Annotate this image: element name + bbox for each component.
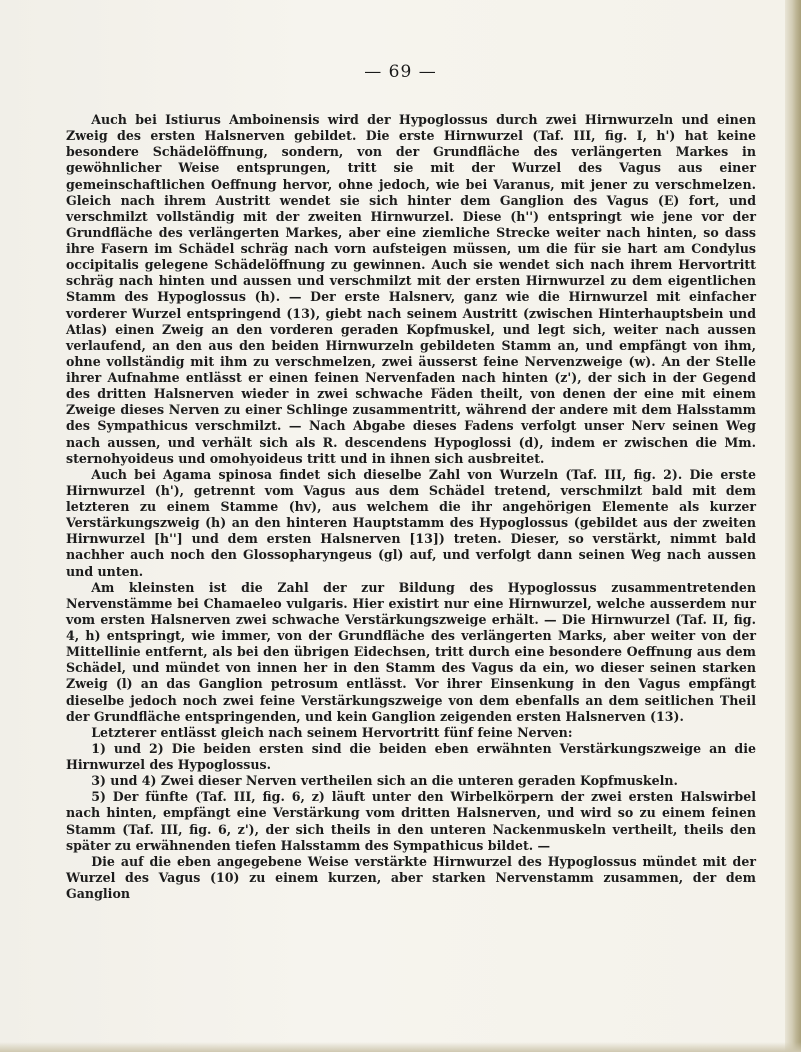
list-item-1-2: 1) und 2) Die beiden ersten sind die beiden eben erwähnten Verstärkungszweige an die Hirnwurzel des Hypoglossus. — [66, 740, 756, 772]
paragraph-agama: Auch bei Agama spinosa findet sich dieselbe Zahl von Wurzeln (Taf. III, fig. 2). Die erste Hirnwurzel (h'), getrennt vom Vagus aus dem Schädel tretend, verschmilzt bald mit dem letzteren zu einem Stamme (hv), aus welchem die ihr angehörigen Elemente als kurzer Verstärkungszweig (h) an den hinteren Hauptstamm des Hypoglossus (gebildet aus der zweiten Hirnwurzel [h''] und dem ersten Halsnerven [13]) treten. Dieser, so verstärkt, nimmt bald nachher auch noch den Glossopharyngeus (gl) auf, und verfolgt dann seinen Weg nach aussen und unten. — [66, 466, 756, 579]
page-number: — 69 — — [364, 62, 437, 82]
body-text — [66, 112, 756, 902]
list-item-5: 5) Der fünfte (Taf. III, fig. 6, z) läuft unter den Wirbelkörpern der zwei ersten Halswirbel nach hinten, empfängt eine Verstärkung vom dritten Halsnerven, und wird so zu einem feinen Stamm (Taf. III, fig. 6, z'), der sich theils in den unteren Nackenmuskeln vertheilt, theils den später zu erwähnenden tiefen Halsstamm des Sympathicus bildet. — — [66, 789, 756, 853]
paragraph-five-nerves: Letzterer entlässt gleich nach seinem Hervortritt fünf feine Nerven: — [91, 724, 573, 740]
paragraph-chamaeleo: Am kleinsten ist die Zahl der zur Bildung des Hypoglossus zusammentretenden Nervenstämme bei Chamaeleo vulgaris. Hier existirt nur eine Hirnwurzel, welche ausserdem nur vom ersten Halsnerven zwei schwache Verstärkungszweige erhält. — Die Hirnwurzel (Taf. II, fig. 4, h) entspringt, wie immer, von der Grundfläche des verlängerten Marks, aber weiter von der Mittellinie entfernt, als bei den übrigen Eidechsen, tritt durch eine besondere Oeffnung aus dem Schädel, und mündet von innen her in den Stamm des Vagus da ein, wo dieser seinen starken Zweig (l) an das Ganglion petrosum entlässt. Vor ihrer Einsenkung in den Vagus empfängt dieselbe jedoch noch zwei feine Verstärkungszweige von dem ebenfalls an dem seitlichen Theil der Grundfläche entspringenden, und kein Ganglion zeigenden ersten Halsnerven (13). — [66, 579, 756, 724]
list-item-3-4: 3) und 4) Zwei dieser Nerven vertheilen sich an die unteren geraden Kopfmuskeln. — [91, 773, 678, 789]
paragraph-istiurus: Auch bei Istiurus Amboinensis wird der Hypoglossus durch zwei Hirnwurzeln und einen Zweig des ersten Halsnerven gebildet. Die erste Hirnwurzel (Taf. III, fig. I, h') hat keine besondere Schädelöffnung, sondern, von der Grundfläche des verlängerten Markes in gewöhnlicher Weise entsprungen, tritt sie mit der Wurzel des Vagus aus einer gemeinschaftlichen Oeffnung hervor, ohne jedoch, wie bei Varanus, mit jener zu verschmelzen. Gleich nach ihrem Austritt wendet sie sich hinter dem Ganglion des Vagus (E) fort, und verschmilzt vollständig mit der zweiten Hirnwurzel. Diese (h'') entspringt wie jene vor der Grundfläche des verlängerten Markes, aber eine ziemliche Strecke weiter nach hinten, so dass ihre Fasern im Schädel schräg nach vorn aufsteigen müssen, um die für sie hart am Condylus occipitalis gelegene Schädelöffnung zu gewinnen. Auch sie wendet sich nach ihrem Hervortritt schräg nach hinten und aussen und verschmilzt mit der ersten Hirnwurzel zu dem eigentlichen Stamm des Hypoglossus (h). — Der erste Halsnerv, ganz wie die Hirnwurzel mit einfacher vorderer Wurzel entspringend (13), giebt nach seinem Austritt (zwischen Hinterhauptsbein und Atlas) einen Zweig an den vorderen geraden Kopfmuskel, und legt sich, weiter nach aussen verlaufend, an den aus den beiden Hirnwurzeln gebildeten Stamm an, und empfängt von ihm, ohne vollständig mit ihm zu verschmelzen, zwei äusserst feine Nervenzweige (w). An der Stelle ihrer Aufnahme entlässt er einen feinen Nervenfaden nach hinten (z'), der sich in der Gegend des dritten Halsnerven wieder in zwei schwache Fäden theilt, von denen der eine mit einem Zweige dieses Nerven zu einer Schlinge zusammentritt, während der andere mit dem Halsstamm des Sympathicus verschmilzt. — Nach Abgabe dieses Fadens verfolgt unser Nerv seinen Weg nach aussen, und verhält sich als R. descendens Hypoglossi (d), indem er zwischen die Mm. sternohyoideus und omohyoideus tritt und in ihnen sich ausbreitet. — [66, 112, 756, 466]
page-edge — [785, 0, 801, 1052]
paragraph-final: Die auf die eben angegebene Weise verstärkte Hirnwurzel des Hypoglossus mündet mit der Wurzel des Vagus (10) zu einem kurzen, aber starken Nervenstamm zusammen, der dem Ganglion — [66, 853, 756, 901]
page-bottom-edge — [0, 1042, 801, 1052]
